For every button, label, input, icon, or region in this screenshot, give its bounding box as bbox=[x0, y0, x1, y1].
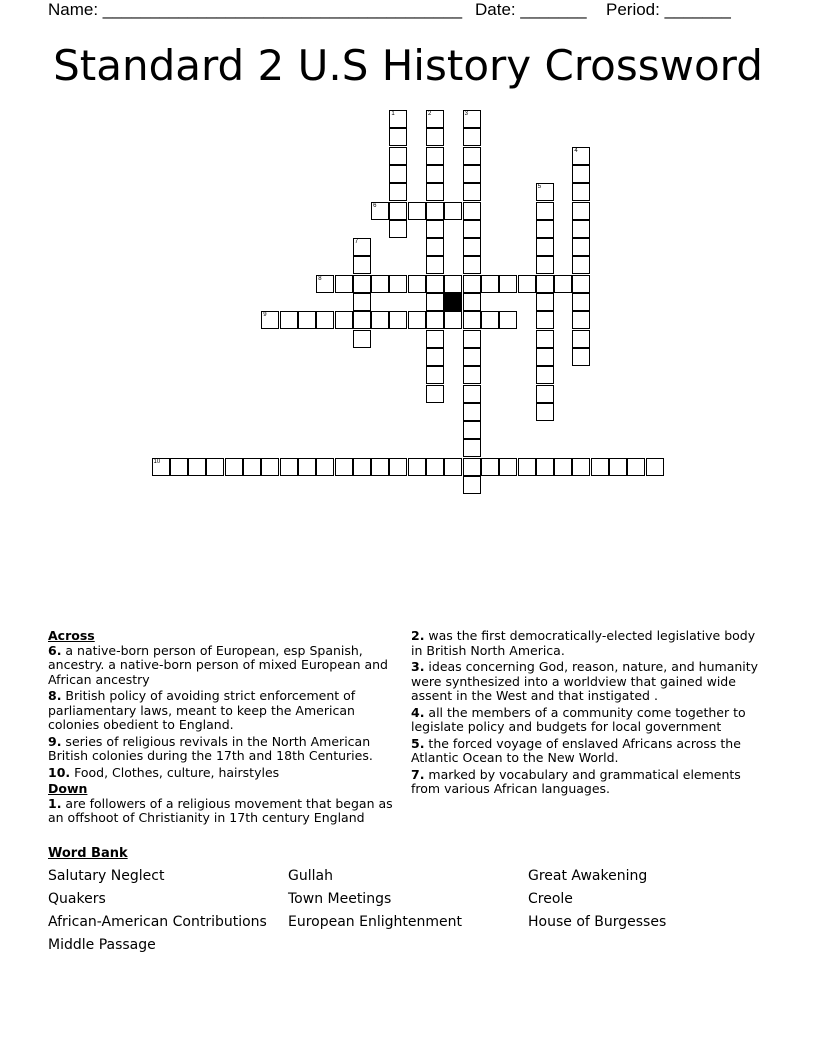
answer-cell[interactable] bbox=[463, 110, 481, 128]
answer-cell[interactable] bbox=[371, 311, 389, 329]
answer-cell[interactable] bbox=[518, 458, 536, 476]
clue-number-label: 6 bbox=[373, 202, 377, 209]
answer-cell[interactable] bbox=[499, 311, 517, 329]
answer-cell[interactable] bbox=[353, 311, 371, 329]
answer-cell[interactable] bbox=[572, 311, 590, 329]
answer-cell[interactable] bbox=[463, 293, 481, 311]
answer-cell[interactable] bbox=[426, 330, 444, 348]
answer-cell[interactable] bbox=[536, 275, 554, 293]
answer-cell[interactable] bbox=[572, 183, 590, 201]
name-field[interactable]: Name: ______________________________________ bbox=[48, 0, 463, 19]
word-bank-item: African-American Contributions bbox=[48, 914, 267, 930]
clue-text: all the members of a community come together to legislate policy and budgets for local government bbox=[411, 704, 746, 734]
word-bank-item: Great Awakening bbox=[528, 868, 648, 884]
clue-number-label: 1 bbox=[391, 111, 395, 117]
clue-number-label: 8 bbox=[318, 275, 322, 282]
clue-item bbox=[48, 735, 398, 764]
clue-number: 3. bbox=[411, 659, 425, 674]
answer-cell[interactable] bbox=[463, 439, 481, 457]
answer-cell[interactable] bbox=[444, 275, 462, 293]
across-clue-list bbox=[48, 644, 398, 781]
answer-cell[interactable] bbox=[426, 147, 444, 165]
answer-cell[interactable] bbox=[481, 311, 499, 329]
answer-cell[interactable] bbox=[353, 458, 371, 476]
answer-cell[interactable] bbox=[426, 385, 444, 403]
answer-cell[interactable] bbox=[463, 458, 481, 476]
answer-cell[interactable] bbox=[408, 202, 426, 220]
down-clue-list bbox=[48, 797, 398, 826]
answer-cell[interactable] bbox=[572, 330, 590, 348]
answer-cell[interactable] bbox=[280, 458, 298, 476]
clue-number: 7. bbox=[411, 766, 425, 782]
answer-cell[interactable] bbox=[463, 147, 481, 165]
answer-cell[interactable] bbox=[426, 348, 444, 366]
answer-cell[interactable] bbox=[463, 385, 481, 403]
answer-cell[interactable] bbox=[298, 458, 316, 476]
answer-cell[interactable] bbox=[463, 183, 481, 201]
answer-cell[interactable] bbox=[426, 275, 444, 293]
answer-cell[interactable] bbox=[463, 330, 481, 348]
answer-cell[interactable] bbox=[463, 348, 481, 366]
answer-cell[interactable] bbox=[426, 238, 444, 256]
answer-cell[interactable] bbox=[316, 458, 334, 476]
answer-cell[interactable] bbox=[389, 202, 407, 220]
answer-cell[interactable] bbox=[426, 311, 444, 329]
answer-cell[interactable] bbox=[389, 165, 407, 183]
clue-item bbox=[411, 629, 761, 658]
answer-cell[interactable] bbox=[152, 458, 170, 476]
answer-cell[interactable] bbox=[463, 311, 481, 329]
clue-number-label: 4 bbox=[574, 147, 578, 154]
clue-number-label: 3 bbox=[464, 111, 468, 117]
answer-cell[interactable] bbox=[554, 458, 572, 476]
answer-cell[interactable] bbox=[389, 458, 407, 476]
clue-text: was the first democratically-elected legislative body in British North America. bbox=[411, 628, 756, 658]
answer-cell[interactable] bbox=[426, 366, 444, 384]
answer-cell[interactable] bbox=[408, 311, 426, 329]
answer-cell[interactable] bbox=[463, 256, 481, 274]
answer-cell[interactable] bbox=[261, 311, 279, 329]
answer-cell[interactable] bbox=[609, 458, 627, 476]
answer-cell[interactable] bbox=[572, 275, 590, 293]
answer-cell[interactable] bbox=[389, 220, 407, 238]
down-heading: Down bbox=[48, 781, 88, 796]
answer-cell[interactable] bbox=[536, 458, 554, 476]
answer-cell[interactable] bbox=[426, 458, 444, 476]
clue-number: 2. bbox=[411, 628, 425, 643]
clue-text: a native-born person of European, esp Spanish, ancestry. a native-born person of mixed European and African ancestry bbox=[48, 642, 388, 687]
answer-cell[interactable] bbox=[463, 275, 481, 293]
answer-cell[interactable] bbox=[572, 220, 590, 238]
answer-cell[interactable] bbox=[261, 458, 279, 476]
answer-cell[interactable] bbox=[554, 275, 572, 293]
answer-cell[interactable] bbox=[536, 238, 554, 256]
answer-cell[interactable] bbox=[536, 202, 554, 220]
answer-cell[interactable] bbox=[353, 238, 371, 256]
answer-cell[interactable] bbox=[206, 458, 224, 476]
clue-item bbox=[411, 706, 761, 735]
clue-number: 5. bbox=[411, 735, 425, 751]
clue-item bbox=[48, 644, 398, 688]
answer-cell[interactable] bbox=[389, 275, 407, 293]
word-bank-item: Town Meetings bbox=[288, 891, 392, 907]
clue-text: ideas concerning God, reason, nature, and humanity were synthesized into a worldview that gained wide assent in the West and that instigated . bbox=[411, 659, 759, 703]
answer-cell[interactable] bbox=[371, 275, 389, 293]
clue-text: the forced voyage of enslaved Africans across the Atlantic Ocean to the New World. bbox=[411, 735, 741, 765]
word-bank-item: Salutary Neglect bbox=[48, 868, 165, 884]
clue-number-label: 5 bbox=[537, 184, 542, 191]
clue-item bbox=[48, 797, 398, 826]
answer-cell[interactable] bbox=[572, 202, 590, 220]
word-bank-item: Creole bbox=[528, 891, 573, 907]
answer-cell[interactable] bbox=[536, 385, 554, 403]
clue-text: series of religious revivals in the North American British colonies during the 17th and 18th Centuries. bbox=[48, 733, 373, 763]
word-bank-item: Middle Passage bbox=[48, 937, 156, 953]
answer-cell[interactable] bbox=[280, 311, 298, 329]
clue-item bbox=[48, 766, 398, 781]
clue-item bbox=[48, 689, 398, 733]
clues-left-column bbox=[48, 629, 398, 828]
answer-cell[interactable] bbox=[426, 183, 444, 201]
answer-cell[interactable] bbox=[463, 202, 481, 220]
answer-cell[interactable] bbox=[481, 458, 499, 476]
answer-cell[interactable] bbox=[463, 366, 481, 384]
clue-number: 4. bbox=[411, 704, 425, 720]
answer-cell[interactable] bbox=[627, 458, 645, 476]
answer-cell[interactable] bbox=[426, 165, 444, 183]
clue-item bbox=[411, 737, 761, 766]
clue-number: 9. bbox=[48, 733, 62, 749]
answer-cell[interactable] bbox=[426, 293, 444, 311]
answer-cell[interactable] bbox=[536, 220, 554, 238]
clue-number: 8. bbox=[48, 688, 62, 703]
clue-number: 10. bbox=[48, 764, 71, 780]
answer-cell[interactable] bbox=[591, 458, 609, 476]
answer-cell[interactable] bbox=[463, 128, 481, 146]
answer-cell[interactable] bbox=[225, 458, 243, 476]
clue-text: are followers of a religious movement that began as an offshoot of Christianity in 17th century England bbox=[48, 795, 393, 825]
answer-cell[interactable] bbox=[536, 256, 554, 274]
answer-cell[interactable] bbox=[335, 275, 353, 293]
answer-cell[interactable] bbox=[243, 458, 261, 476]
answer-cell[interactable] bbox=[444, 202, 462, 220]
answer-cell[interactable] bbox=[353, 275, 371, 293]
clue-item bbox=[411, 660, 761, 704]
answer-cell[interactable] bbox=[353, 256, 371, 274]
answer-cell[interactable] bbox=[353, 293, 371, 311]
answer-cell[interactable] bbox=[646, 458, 664, 476]
answer-cell[interactable] bbox=[572, 458, 590, 476]
answer-cell[interactable] bbox=[463, 421, 481, 439]
answer-cell[interactable] bbox=[444, 458, 462, 476]
answer-cell[interactable] bbox=[499, 275, 517, 293]
answer-cell[interactable] bbox=[389, 110, 407, 128]
clue-number: 1. bbox=[48, 795, 62, 811]
answer-cell[interactable] bbox=[536, 293, 554, 311]
date-field[interactable]: Date: _______ bbox=[475, 0, 587, 19]
answer-cell[interactable] bbox=[572, 165, 590, 183]
answer-cell[interactable] bbox=[444, 311, 462, 329]
answer-cell[interactable] bbox=[426, 110, 444, 128]
answer-cell[interactable] bbox=[536, 330, 554, 348]
clue-text: Food, Clothes, culture, hairstyles bbox=[70, 764, 280, 780]
answer-cell[interactable] bbox=[335, 311, 353, 329]
word-bank-item: Quakers bbox=[48, 891, 106, 907]
answer-cell[interactable] bbox=[426, 128, 444, 146]
answer-cell[interactable] bbox=[389, 183, 407, 201]
answer-cell[interactable] bbox=[572, 147, 590, 165]
answer-cell[interactable] bbox=[335, 458, 353, 476]
answer-cell[interactable] bbox=[536, 311, 554, 329]
clues-right-column bbox=[411, 629, 761, 799]
down-clue-list-continued bbox=[411, 629, 761, 797]
answer-cell[interactable] bbox=[389, 311, 407, 329]
black-cell bbox=[444, 293, 462, 311]
answer-cell[interactable] bbox=[572, 348, 590, 366]
word-bank-item: Gullah bbox=[288, 868, 333, 884]
clue-number: 6. bbox=[48, 642, 62, 658]
answer-cell[interactable] bbox=[426, 256, 444, 274]
answer-cell[interactable] bbox=[536, 366, 554, 384]
answer-cell[interactable] bbox=[481, 275, 499, 293]
answer-cell[interactable] bbox=[316, 275, 334, 293]
word-bank-heading: Word Bank bbox=[48, 846, 128, 861]
answer-cell[interactable] bbox=[426, 202, 444, 220]
clue-text: British policy of avoiding strict enforcement of parliamentary laws, meant to keep the American colonies obedient to England. bbox=[48, 688, 356, 732]
answer-cell[interactable] bbox=[408, 275, 426, 293]
clue-text: marked by vocabulary and grammatical elements from various African languages. bbox=[411, 766, 741, 796]
answer-cell[interactable] bbox=[518, 275, 536, 293]
answer-cell[interactable] bbox=[463, 220, 481, 238]
answer-cell[interactable] bbox=[499, 458, 517, 476]
answer-cell[interactable] bbox=[353, 330, 371, 348]
clue-item bbox=[411, 768, 761, 797]
clue-number-label: 9 bbox=[263, 312, 267, 319]
period-field[interactable]: Period: _______ bbox=[606, 0, 731, 19]
answer-cell[interactable] bbox=[426, 220, 444, 238]
answer-cell[interactable] bbox=[389, 128, 407, 146]
answer-cell[interactable] bbox=[463, 476, 481, 494]
answer-cell[interactable] bbox=[463, 403, 481, 421]
crossword-grid bbox=[0, 0, 816, 520]
clue-number-label: 10 bbox=[153, 458, 161, 465]
answer-cell[interactable] bbox=[316, 311, 334, 329]
clue-number-label: 2 bbox=[428, 111, 432, 117]
answer-cell[interactable] bbox=[536, 348, 554, 366]
answer-cell[interactable] bbox=[536, 183, 554, 201]
answer-cell[interactable] bbox=[572, 238, 590, 256]
answer-cell[interactable] bbox=[371, 202, 389, 220]
word-bank-item: European Enlightenment bbox=[288, 914, 462, 930]
answer-cell[interactable] bbox=[371, 458, 389, 476]
answer-cell[interactable] bbox=[408, 458, 426, 476]
answer-cell[interactable] bbox=[572, 293, 590, 311]
answer-cell[interactable] bbox=[463, 165, 481, 183]
answer-cell[interactable] bbox=[463, 238, 481, 256]
clue-number-label: 7 bbox=[354, 239, 359, 246]
answer-cell[interactable] bbox=[298, 311, 316, 329]
answer-cell[interactable] bbox=[536, 403, 554, 421]
answer-cell[interactable] bbox=[188, 458, 206, 476]
answer-cell[interactable] bbox=[170, 458, 188, 476]
answer-cell[interactable] bbox=[389, 147, 407, 165]
page-title: Standard 2 U.S History Crossword bbox=[53, 41, 763, 90]
word-bank-item: House of Burgesses bbox=[528, 914, 667, 930]
across-heading: Across bbox=[48, 628, 95, 643]
answer-cell[interactable] bbox=[572, 256, 590, 274]
